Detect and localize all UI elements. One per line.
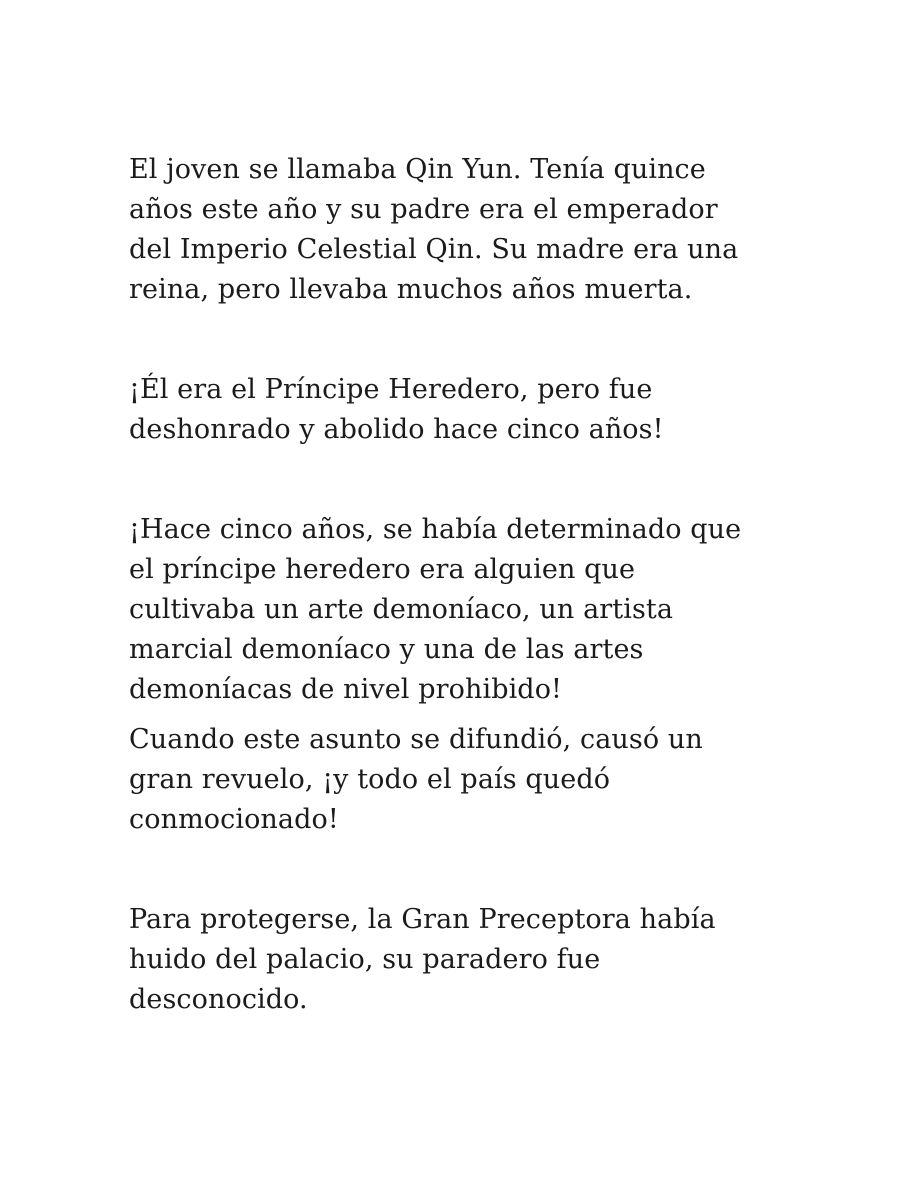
paragraph-1 xyxy=(129,150,769,310)
paragraph-5 xyxy=(129,900,769,1020)
paragraph-4 xyxy=(129,720,769,840)
paragraph-line: demoníacas de nivel prohibido! xyxy=(129,674,562,705)
paragraph-line: Cuando este asunto se difundió, causó un xyxy=(129,724,703,755)
paragraph-line: años este año y su padre era el emperador xyxy=(129,194,718,225)
paragraph-line: reina, pero llevaba muchos años muerta. xyxy=(129,274,693,305)
paragraph-line: conmocionado! xyxy=(129,804,339,835)
paragraph-line: ¡Él era el Príncipe Heredero, pero fue xyxy=(129,374,653,405)
paragraph-line: Para protegerse, la Gran Preceptora había xyxy=(129,904,716,935)
paragraph-line: cultivaba un arte demoníaco, un artista xyxy=(129,594,674,625)
paragraph-line: gran revuelo, ¡y todo el país quedó xyxy=(129,764,611,795)
paragraph-2 xyxy=(129,370,769,450)
paragraph-3 xyxy=(129,510,769,710)
paragraph-line: desconocido. xyxy=(129,984,308,1015)
paragraph-line: El joven se llamaba Qin Yun. Tenía quince xyxy=(129,154,706,185)
paragraph-line: del Imperio Celestial Qin. Su madre era una xyxy=(129,234,739,265)
paragraph-line: deshonrado y abolido hace cinco años! xyxy=(129,414,664,445)
paragraph-line: huido del palacio, su paradero fue xyxy=(129,944,601,975)
paragraph-line: marcial demoníaco y una de las artes xyxy=(129,634,644,665)
paragraph-line: ¡Hace cinco años, se había determinado que xyxy=(129,514,742,545)
paragraph-line: el príncipe heredero era alguien que xyxy=(129,554,636,585)
